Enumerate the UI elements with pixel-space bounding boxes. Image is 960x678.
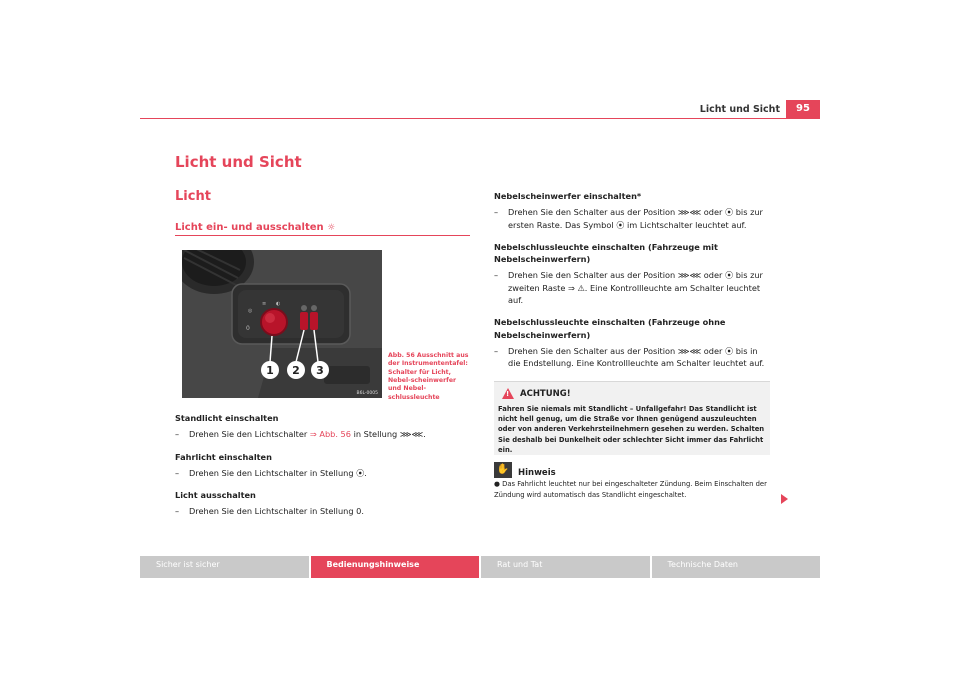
figure-caption: Abb. 56 Ausschnitt aus der Instrumententafel: Schalter für Licht, Nebel-scheinwerfer und Nebel-schlussleuchte <box>388 352 469 401</box>
standlicht-step-post: in Stellung ⋙⋘. <box>350 429 426 440</box>
figure-code: B6L-0005 <box>356 391 378 396</box>
standlicht-step <box>175 428 470 440</box>
header-rule <box>140 118 820 119</box>
ausschalten-title: Licht ausschalten <box>175 490 256 501</box>
note-hand-icon: ✋ <box>494 462 512 478</box>
nsl-ohne-step-text: Drehen Sie den Schalter aus der Position ⋙⋘ oder ⦿ bis in die Endstellung. Eine Kontrollleuchte am Schalter leuchtet auf. <box>508 345 765 369</box>
tab-rat-und-tat[interactable]: Rat und Tat <box>481 556 650 578</box>
nebelscheinwerfer-step <box>494 206 770 231</box>
topic-title <box>175 222 335 233</box>
step-dash: – <box>175 429 180 440</box>
callout-1: 1 <box>266 364 274 377</box>
note-text <box>494 479 770 500</box>
light-switch-figure <box>182 250 382 398</box>
nsl-ohne-step <box>494 345 770 370</box>
tab-technische-daten[interactable]: Technische Daten <box>652 556 821 578</box>
topic-rule <box>175 235 470 236</box>
next-page-arrow-icon[interactable] <box>781 494 788 504</box>
note-title: Hinweis <box>518 468 556 478</box>
callout-3: 3 <box>316 364 324 377</box>
section-title: Licht und Sicht <box>175 153 302 171</box>
step-dash: – <box>494 345 499 356</box>
fahrlicht-title: Fahrlicht einschalten <box>175 451 272 462</box>
warning-title: ACHTUNG! <box>520 388 571 399</box>
running-title: Licht und Sicht <box>699 104 780 115</box>
svg-text:◎: ◎ <box>248 308 253 314</box>
ausschalten-step-text: Drehen Sie den Lichtschalter in Stellung 0. <box>189 506 364 517</box>
figure-reference-link[interactable]: ⇒ Abb. 56 <box>309 429 351 440</box>
step-dash: – <box>494 270 499 281</box>
standlicht-title: Standlicht einschalten <box>175 413 279 423</box>
step-dash: – <box>175 506 180 517</box>
nebelscheinwerfer-step-text: Drehen Sie den Schalter aus der Position ⋙⋘ oder ⦿ bis zur ersten Raste. Das Symbol ⦿ im Lichtschalter leuchtet auf. <box>508 207 763 230</box>
warning-header <box>502 388 571 399</box>
warning-triangle-icon <box>502 388 514 399</box>
bullet-icon: ● <box>494 480 500 488</box>
svg-text:0: 0 <box>246 325 250 332</box>
subsection-title: Licht <box>175 189 211 204</box>
light-switch-illustration <box>182 250 382 398</box>
svg-text:◐: ◐ <box>276 301 281 307</box>
warning-text: Fahren Sie niemals mit Standlicht – Unfallgefahr! Das Standlicht ist nicht hell genug, um die Straße vor Ihnen genügend auszuleuchten oder von anderen Verkehrsteilnehmern gesehen zu werden. Schalten Sie deshalb bei Dunkelheit oder schlechter Sicht immer das Fahrlicht ein. <box>498 405 765 454</box>
note-body: Das Fahrlicht leuchtet nur bei eingeschalteter Zündung. Beim Einschalten der Zündung wird automatisch das Standlicht eingeschaltet. <box>494 480 767 499</box>
fahrlicht-step-text: Drehen Sie den Lichtschalter in Stellung ⦿. <box>189 467 367 478</box>
callout-2: 2 <box>292 364 300 377</box>
nebelscheinwerfer-title: Nebelscheinwerfer einschalten* <box>494 191 642 201</box>
nsl-mit-step-text: Drehen Sie den Schalter aus der Position ⋙⋘ oder ⦿ bis zur zweiten Raste ⇒ ⚠. Eine Kontrollleuchte am Schalter leuchtet auf. <box>508 270 763 306</box>
chapter-tab-bar <box>140 556 820 578</box>
fahrlicht-step <box>175 467 470 479</box>
page-number: 95 <box>786 100 820 118</box>
step-dash: – <box>494 207 499 218</box>
sun-icon: ☼ <box>327 223 336 233</box>
note-header <box>494 462 556 478</box>
topic-title-text: Licht ein- und ausschalten <box>175 222 324 233</box>
right-column <box>494 190 770 380</box>
standlicht-step-pre: Drehen Sie den Lichtschalter <box>189 429 310 440</box>
svg-text:≡: ≡ <box>262 301 267 307</box>
step-dash: – <box>175 467 180 478</box>
left-column <box>175 412 470 528</box>
nsl-mit-step <box>494 269 770 306</box>
tab-sicher-ist-sicher[interactable]: Sicher ist sicher <box>140 556 309 578</box>
nsl-mit-title: Nebelschlussleuchte einschalten (Fahrzeuge mit Nebelscheinwerfern) <box>494 241 718 265</box>
warning-box <box>494 381 770 455</box>
standlicht-step-text <box>189 428 426 440</box>
nsl-ohne-title: Nebelschlussleuchte einschalten (Fahrzeuge ohne Nebelscheinwerfern) <box>494 317 726 340</box>
ausschalten-step <box>175 505 470 517</box>
tab-bedienungshinweise[interactable]: Bedienungshinweise <box>311 556 480 578</box>
